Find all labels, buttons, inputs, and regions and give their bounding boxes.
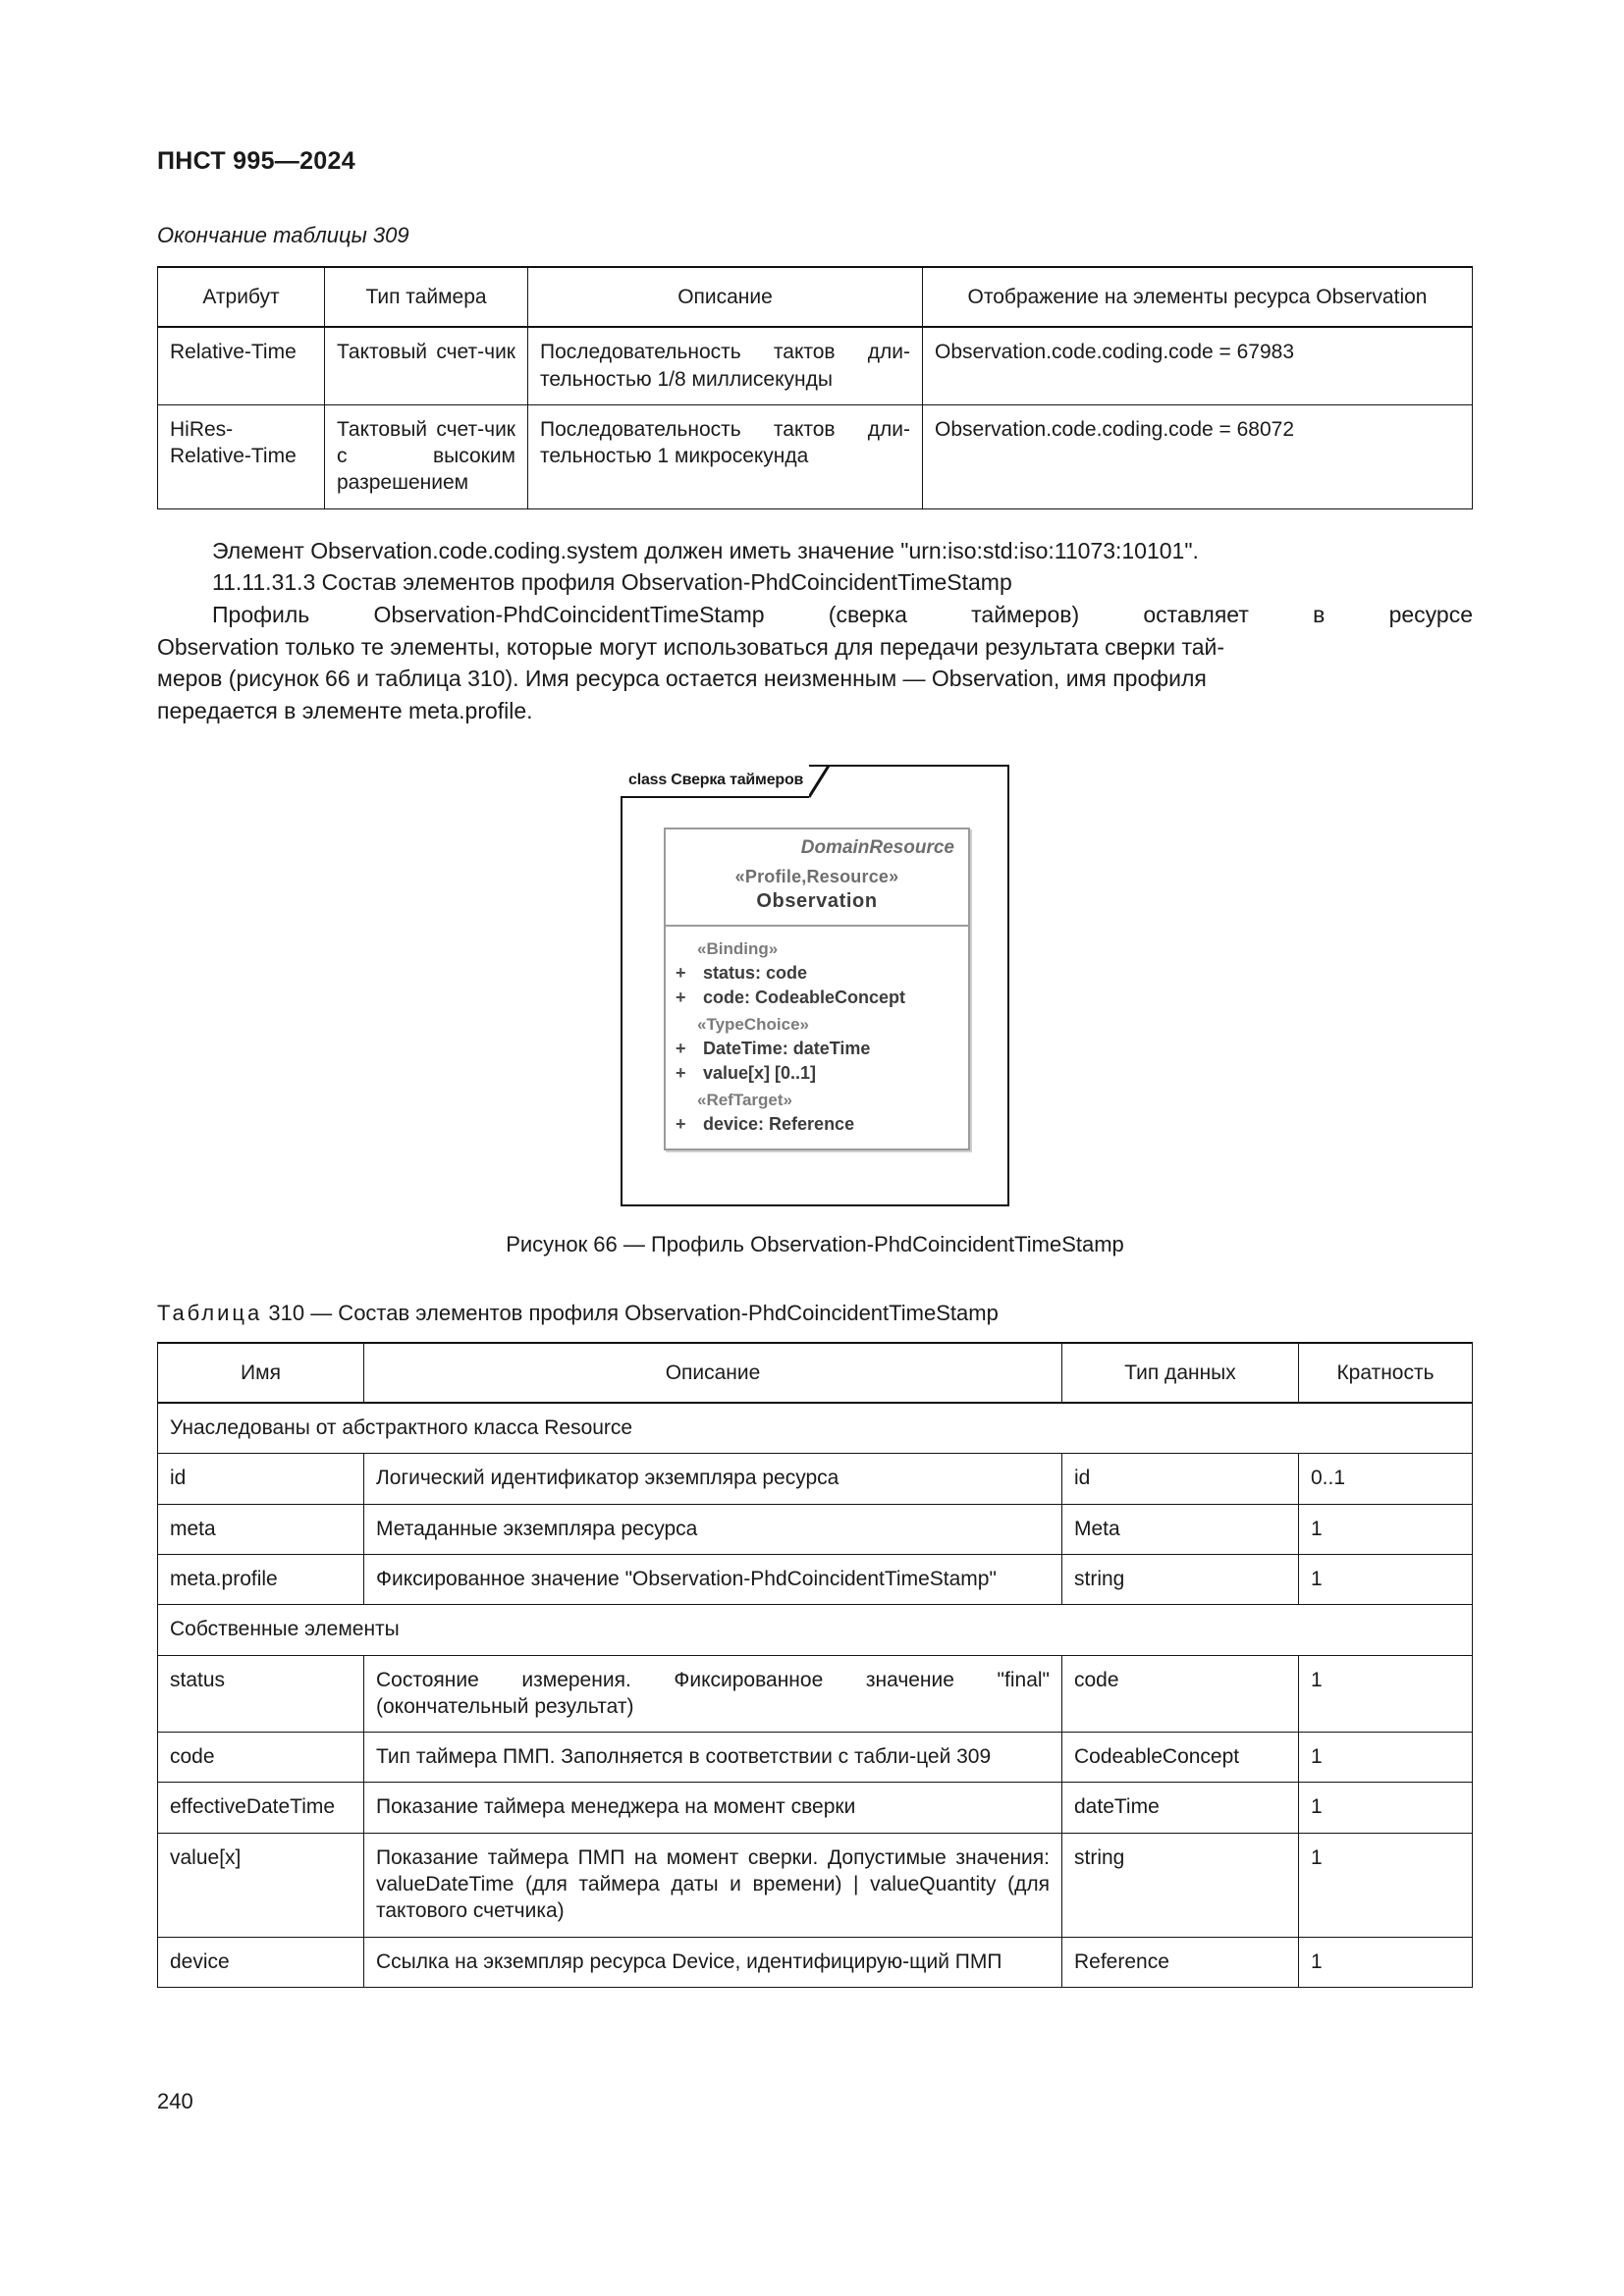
uml-diagram-frame <box>621 765 1009 1206</box>
cell-cardinality: 0..1 <box>1299 1454 1473 1504</box>
uml-frame-tab <box>621 765 831 798</box>
group-label-own: Собственные элементы <box>158 1605 1473 1655</box>
cell-description: Тип таймера ПМП. Заполняется в соответствии с табли-цей 309 <box>364 1733 1062 1783</box>
cell-name: code <box>158 1733 364 1783</box>
table-309-col-attribute: Атрибут <box>158 267 325 327</box>
table-row <box>158 327 1473 404</box>
paragraph-profile-line-4: передается в элементе meta.profile. <box>157 698 533 724</box>
cell-attribute: HiRes-Relative-Time <box>158 404 325 508</box>
document-header: ПНСТ 995—2024 <box>157 147 355 175</box>
cell-timer-type: Тактовый счет-чик <box>325 327 528 404</box>
cell-name: status <box>158 1655 364 1733</box>
table-310 <box>157 1342 1473 1988</box>
uml-attribute-status <box>676 961 958 987</box>
table-row <box>158 1783 1473 1833</box>
uml-attribute-compartment <box>666 927 968 1149</box>
cell-description: Логический идентификатор экземпляра ресурса <box>364 1454 1062 1504</box>
uml-class-name: Observation <box>756 889 878 912</box>
table-310-col-data-type: Тип данных <box>1062 1343 1299 1403</box>
cell-cardinality: 1 <box>1299 1655 1473 1733</box>
table-row <box>158 1504 1473 1554</box>
table-310-caption <box>157 1301 1473 1326</box>
page-content <box>157 147 1473 1988</box>
uml-visibility-public-icon: + <box>676 1113 686 1134</box>
cell-description: Показание таймера ПМП на момент сверки. Допустимые значения: valueDateTime (для таймера даты и времени) | valueQuantity (для тактового счетчика) <box>364 1833 1062 1937</box>
table-309-continuation-label: Окончание таблицы 309 <box>157 223 409 247</box>
table-row <box>158 1733 1473 1783</box>
uml-class-header <box>666 829 968 927</box>
uml-attribute-label: code: CodeableConcept <box>703 988 906 1008</box>
table-row <box>158 404 1473 508</box>
table-310-col-cardinality: Кратность <box>1299 1343 1473 1403</box>
cell-name: meta <box>158 1504 364 1554</box>
cell-description: Последовательность тактов дли-тельностью 1/8 миллисекунды <box>528 327 923 404</box>
cell-description: Последовательность тактов дли-тельностью 1 микросекунда <box>528 404 923 508</box>
cell-data-type: id <box>1062 1454 1299 1504</box>
cell-data-type: code <box>1062 1655 1299 1733</box>
table-row <box>158 1937 1473 1987</box>
body-paragraphs <box>157 535 1473 727</box>
uml-group-label-reftarget: «RefTarget» <box>697 1090 792 1109</box>
table-310-col-description: Описание <box>364 1343 1062 1403</box>
cell-cardinality: 1 <box>1299 1554 1473 1604</box>
uml-visibility-public-icon: + <box>676 1038 686 1058</box>
table-309 <box>157 266 1473 509</box>
uml-attribute-value <box>676 1061 958 1087</box>
paragraph-profile-line-1: Профиль Observation-PhdCoincidentTimeStamp (сверка таймеров) оставляет в ресурсе <box>212 602 1473 628</box>
table-310-header <box>158 1343 1473 1403</box>
cell-name: value[x] <box>158 1833 364 1937</box>
uml-class-box <box>664 828 970 1151</box>
cell-name: meta.profile <box>158 1554 364 1604</box>
paragraph-section-heading: 11.11.31.3 Состав элементов профиля Observation-PhdCoincidentTimeStamp <box>212 569 1012 596</box>
uml-visibility-public-icon: + <box>676 962 686 983</box>
cell-cardinality: 1 <box>1299 1937 1473 1987</box>
table-row-group-inherited <box>158 1403 1473 1454</box>
cell-name: effectiveDateTime <box>158 1783 364 1833</box>
uml-attribute-device <box>676 1112 958 1138</box>
uml-parent-class: DomainResource <box>800 836 954 858</box>
cell-cardinality: 1 <box>1299 1833 1473 1937</box>
cell-description: Метаданные экземпляра ресурса <box>364 1504 1062 1554</box>
table-row <box>158 1655 1473 1733</box>
uml-attribute-code <box>676 986 958 1011</box>
table-309-col-timer-type: Тип таймера <box>325 267 528 327</box>
uml-visibility-public-icon: + <box>676 1063 686 1084</box>
table-310-caption-rest: 310 — Состав элементов профиля Observation-PhdCoincidentTimeStamp <box>262 1300 999 1325</box>
table-310-body <box>158 1403 1473 1987</box>
uml-attribute-label: device: Reference <box>703 1113 855 1134</box>
uml-group-label-binding: «Binding» <box>697 938 779 958</box>
cell-mapping: Observation.code.coding.code = 68072 <box>923 404 1473 508</box>
table-310-col-name: Имя <box>158 1343 364 1403</box>
uml-group-label-typechoice: «TypeChoice» <box>697 1014 810 1034</box>
cell-description: Показание таймера менеджера на момент сверки <box>364 1783 1062 1833</box>
cell-data-type: CodeableConcept <box>1062 1733 1299 1783</box>
paragraph-profile-line-2: Observation только те элементы, которые могут использоваться для передачи результата сверки тай- <box>157 633 1225 660</box>
paragraph-profile-line-3: меров (рисунок 66 и таблица 310). Имя ресурса остается неизменным — Observation, имя профиля <box>157 666 1207 692</box>
table-309-body <box>158 327 1473 508</box>
figure-66 <box>157 765 1473 1206</box>
cell-data-type: Reference <box>1062 1937 1299 1987</box>
figure-66-caption: Рисунок 66 — Профиль Observation-PhdCoincidentTimeStamp <box>506 1231 1124 1256</box>
page-number: 240 <box>157 2089 193 2113</box>
uml-attribute-label: status: code <box>703 962 808 983</box>
cell-data-type: string <box>1062 1554 1299 1604</box>
uml-attribute-label: value[x] [0..1] <box>703 1063 817 1084</box>
cell-attribute: Relative-Time <box>158 327 325 404</box>
uml-attribute-datetime <box>676 1037 958 1062</box>
uml-stereotype: «Profile,Resource» <box>734 866 899 886</box>
cell-mapping: Observation.code.coding.code = 67983 <box>923 327 1473 404</box>
uml-attribute-label: DateTime: dateTime <box>703 1038 871 1058</box>
uml-frame-label: class Сверка таймеров <box>621 765 809 798</box>
cell-cardinality: 1 <box>1299 1504 1473 1554</box>
table-310-caption-prefix: Таблица <box>157 1300 263 1325</box>
cell-description: Состояние измерения. Фиксированное значение "final" (окончательный результат) <box>364 1655 1062 1733</box>
cell-data-type: dateTime <box>1062 1783 1299 1833</box>
cell-timer-type: Тактовый счет-чик с высоким разрешением <box>325 404 528 508</box>
table-309-col-mapping: Отображение на элементы ресурса Observation <box>923 267 1473 327</box>
cell-name: device <box>158 1937 364 1987</box>
cell-cardinality: 1 <box>1299 1783 1473 1833</box>
uml-visibility-public-icon: + <box>676 988 686 1008</box>
table-row <box>158 1343 1473 1403</box>
table-row <box>158 267 1473 327</box>
cell-name: id <box>158 1454 364 1504</box>
paragraph-system-value: Элемент Observation.code.coding.system должен иметь значение "urn:iso:std:iso:11073:10101". <box>212 537 1199 563</box>
group-label-inherited: Унаследованы от абстрактного класса Resource <box>158 1403 1473 1454</box>
cell-data-type: Meta <box>1062 1504 1299 1554</box>
table-row <box>158 1554 1473 1604</box>
table-row-group-own <box>158 1605 1473 1655</box>
table-309-header <box>158 267 1473 327</box>
table-309-col-description: Описание <box>528 267 923 327</box>
cell-cardinality: 1 <box>1299 1733 1473 1783</box>
table-row <box>158 1833 1473 1937</box>
cell-data-type: string <box>1062 1833 1299 1937</box>
cell-description: Фиксированное значение "Observation-PhdCoincidentTimeStamp" <box>364 1554 1062 1604</box>
uml-frame-tab-slant-icon <box>809 764 831 799</box>
table-row <box>158 1454 1473 1504</box>
cell-description: Ссылка на экземпляр ресурса Device, идентифицирую-щий ПМП <box>364 1937 1062 1987</box>
